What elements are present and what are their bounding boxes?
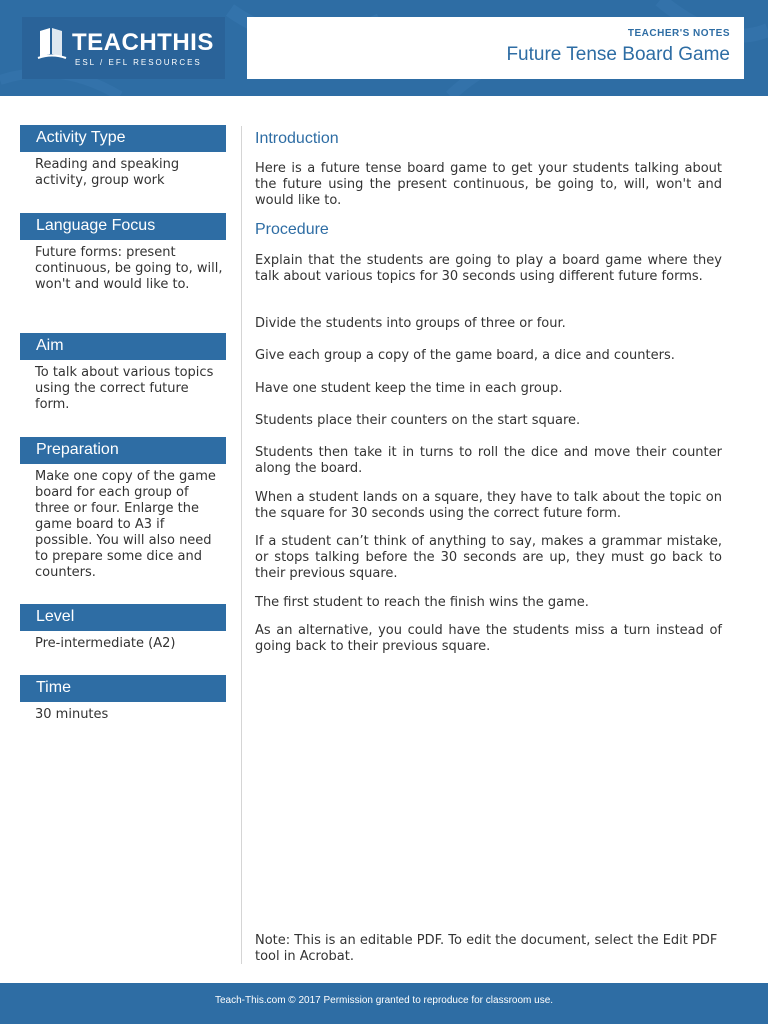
copyright-text: Teach-This.com © 2017 Permission granted to reproduce for classroom use. [214, 995, 554, 1006]
procedure-step: Divide the students into groups of three or four. [255, 316, 566, 331]
time-text: 30 minutes [35, 707, 109, 722]
logo [22, 17, 225, 79]
book-icon [36, 27, 68, 61]
page-footer [0, 983, 768, 1024]
time-heading: Time [20, 675, 226, 702]
activity-type-heading: Activity Type [20, 125, 226, 152]
aim-heading: Aim [20, 333, 226, 360]
language-focus-text: Future forms: present continuous, be going to, will, won't and would like to. [35, 245, 223, 292]
preparation-text: Make one copy of the game board for each group of three or four. Enlarge the game board to A3 if possible. You will also need to prepare some dice and counters. [35, 469, 216, 580]
page-title: Future Tense Board Game [506, 44, 730, 65]
procedure-heading: Procedure [255, 221, 329, 238]
level-heading: Level [20, 604, 226, 631]
procedure-step: Students then take it in turns to roll the dice and move their counter along the board. [255, 445, 722, 476]
procedure-step: Students place their counters on the start square. [255, 413, 581, 428]
logo-text: TEACHTHIS [72, 29, 214, 56]
introduction-heading: Introduction [255, 130, 339, 147]
procedure-step: The first student to reach the finish wins the game. [255, 595, 589, 610]
procedure-step: When a student lands on a square, they have to talk about the topic on the square for 30 seconds using the correct future form. [255, 490, 722, 521]
procedure-step: If a student can’t think of anything to say, makes a grammar mistake, or stops talking before the 30 seconds are up, they must go back to their previous square. [255, 534, 722, 581]
activity-type-text: Reading and speaking activity, group work [35, 157, 180, 188]
introduction-text: Here is a future tense board game to get your students talking about the future using the present continuous, be going to, will, won't and would like to. [255, 161, 722, 208]
preparation-heading: Preparation [20, 437, 226, 464]
procedure-step: Give each group a copy of the game board, a dice and counters. [255, 348, 675, 363]
teachers-notes-label: TEACHER'S NOTES [627, 28, 730, 39]
logo-subtitle: ESL / EFL RESOURCES [75, 58, 202, 67]
level-text: Pre-intermediate (A2) [35, 636, 176, 651]
procedure-step: As an alternative, you could have the students miss a turn instead of going back to their previous square. [255, 623, 722, 654]
aim-text: To talk about various topics using the correct future form. [35, 365, 214, 412]
editable-pdf-note: Note: This is an editable PDF. To edit the document, select the Edit PDF tool in Acrobat. [255, 933, 718, 964]
procedure-step: Have one student keep the time in each group. [255, 381, 563, 396]
language-focus-heading: Language Focus [20, 213, 226, 240]
title-box [247, 17, 744, 79]
page-header [0, 0, 768, 96]
procedure-step: Explain that the students are going to play a board game where they talk about various topics for 30 seconds using different future forms. [255, 253, 722, 284]
column-divider [241, 126, 242, 964]
